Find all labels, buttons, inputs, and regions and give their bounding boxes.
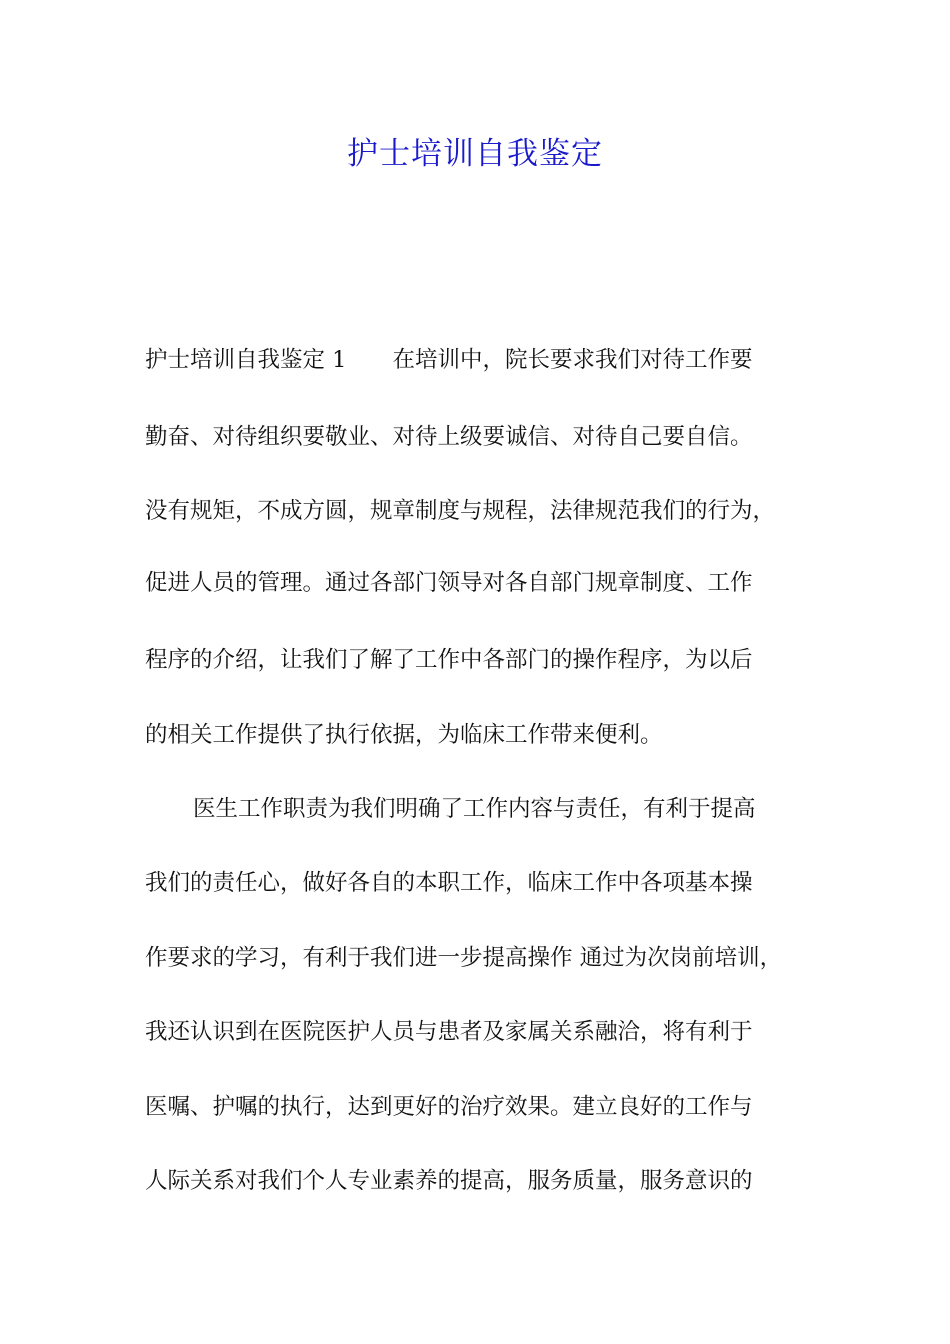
text-line-2: 勤奋、对待组织要敬业、对待上级要诚信、对待自己要自信。: [145, 424, 753, 450]
text-line-8: 我们的责任心，做好各自的本职工作，临床工作中各项基本操: [145, 870, 753, 896]
text-line-7: 医生工作职责为我们明确了工作内容与责任，有利于提高: [193, 796, 756, 822]
text-line-3: 没有规矩，不成方圆，规章制度与规程，法律规范我们的行为，: [145, 498, 776, 524]
text-line-9: 作要求的学习，有利于我们进一步提高操作 通过为次岗前培训，: [145, 945, 783, 971]
text-line-11: 医嘱、护嘱的执行，达到更好的治疗效果。建立良好的工作与: [145, 1094, 753, 1120]
document-title: 护士培训自我鉴定: [347, 136, 603, 172]
text-line-1: [145, 340, 835, 380]
text-line-4: 促进人员的管理。通过各部门领导对各自部门规章制度、工作: [145, 570, 753, 596]
text-line-12: 人际关系对我们个人专业素养的提高，服务质量，服务意识的: [145, 1168, 753, 1194]
line-text: 在培训中，院长要求我们对待工作要: [392, 347, 753, 373]
text-line-6: 的相关工作提供了执行依据，为临床工作带来便利。: [145, 722, 663, 748]
section-heading: 护士培训自我鉴定 1: [145, 347, 347, 373]
text-line-10: 我还认识到在医院医护人员与患者及家属关系融洽，将有利于: [145, 1019, 753, 1045]
text-line-5: 程序的介绍，让我们了解了工作中各部门的操作程序，为以后: [145, 647, 753, 673]
